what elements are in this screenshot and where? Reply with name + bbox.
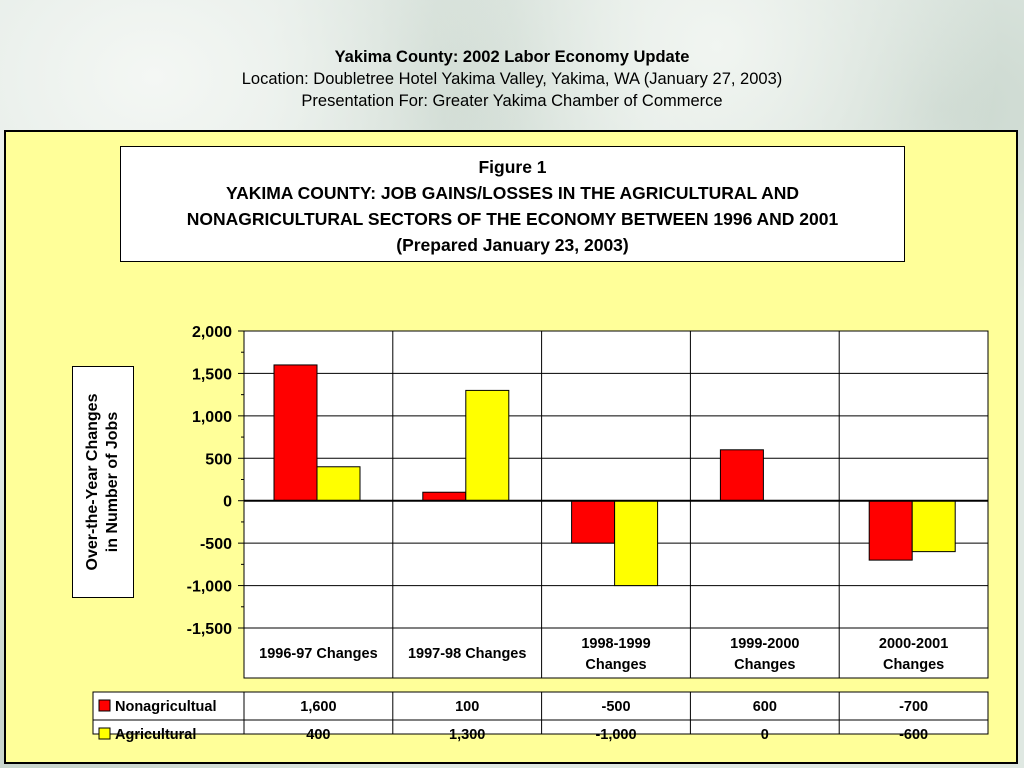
data-label: -500 xyxy=(601,699,631,715)
bar-agricultural xyxy=(912,501,955,552)
y-tick-label: 500 xyxy=(205,451,232,469)
chart-panel xyxy=(4,130,1018,764)
bar-nonagricultural xyxy=(869,501,912,560)
category-label: 1996-97 Changes xyxy=(259,646,378,662)
y-tick-label: 1,000 xyxy=(191,408,232,426)
row-nonagricultural xyxy=(93,692,988,720)
y-tick-label: -1,500 xyxy=(186,621,232,638)
category-label: Changes xyxy=(734,657,796,673)
legend-swatch xyxy=(99,728,110,739)
category-label: 1998-1999 xyxy=(581,636,651,652)
data-label: -1,000 xyxy=(595,727,637,743)
row-agricultural xyxy=(93,720,988,734)
chart-title-line-1: YAKIMA COUNTY: JOB GAINS/LOSSES IN THE AGRICULTURAL AND xyxy=(226,183,799,203)
slide-header xyxy=(0,46,1024,112)
data-label: 100 xyxy=(455,699,480,715)
data-label: 1,300 xyxy=(449,727,486,743)
y-tick-label: -1,000 xyxy=(186,578,232,596)
data-label: 400 xyxy=(306,727,331,743)
y-tick-label: 2,000 xyxy=(191,324,232,341)
data-label: -700 xyxy=(899,699,929,715)
bar-nonagricultural xyxy=(423,492,466,500)
y-tick-label: -500 xyxy=(199,536,232,554)
y-tick-label: 0 xyxy=(223,493,232,511)
chart-title-line-2: NONAGRICULTURAL SECTORS OF THE ECONOMY BETWEEN 1996 AND 2001 xyxy=(186,209,839,229)
legend-swatch xyxy=(99,700,110,711)
category-label: 1999-2000 xyxy=(730,636,800,652)
y-axis-label-line-1: Over-the-Year Changes xyxy=(84,393,101,571)
bar-agricultural xyxy=(615,501,658,586)
data-label: 600 xyxy=(752,699,777,715)
bar-agricultural xyxy=(466,390,509,500)
bar-nonagricultural xyxy=(572,501,615,543)
category-label: Changes xyxy=(882,657,945,673)
data-label: 0 xyxy=(760,727,769,743)
data-label: -600 xyxy=(899,727,929,743)
category-label: 1997-98 Changes xyxy=(407,646,527,662)
slide-presentation: Presentation For: Greater Yakima Chamber of Commerce xyxy=(301,92,723,110)
data-label: 1,600 xyxy=(300,699,337,715)
legend-label: Agricultural xyxy=(115,727,197,743)
bar-chart xyxy=(6,132,1016,762)
bar-nonagricultural xyxy=(274,365,317,501)
chart-subtitle: (Prepared January 23, 2003) xyxy=(396,235,629,255)
bar-nonagricultural xyxy=(720,450,763,501)
chart-figure-label: Figure 1 xyxy=(478,157,547,177)
y-axis-label-line-2: in Number of Jobs xyxy=(104,411,121,553)
bar-agricultural xyxy=(317,467,360,501)
slide-title: Yakima County: 2002 Labor Economy Update xyxy=(334,48,690,66)
slide-location: Location: Doubletree Hotel Yakima Valley, Yakima, WA (January 27, 2003) xyxy=(241,70,783,88)
category-label: 2000-2001 xyxy=(878,636,949,652)
legend-label: Nonagricultual xyxy=(115,699,217,715)
category-label: Changes xyxy=(585,657,647,673)
y-tick-label: 1,500 xyxy=(191,366,232,384)
